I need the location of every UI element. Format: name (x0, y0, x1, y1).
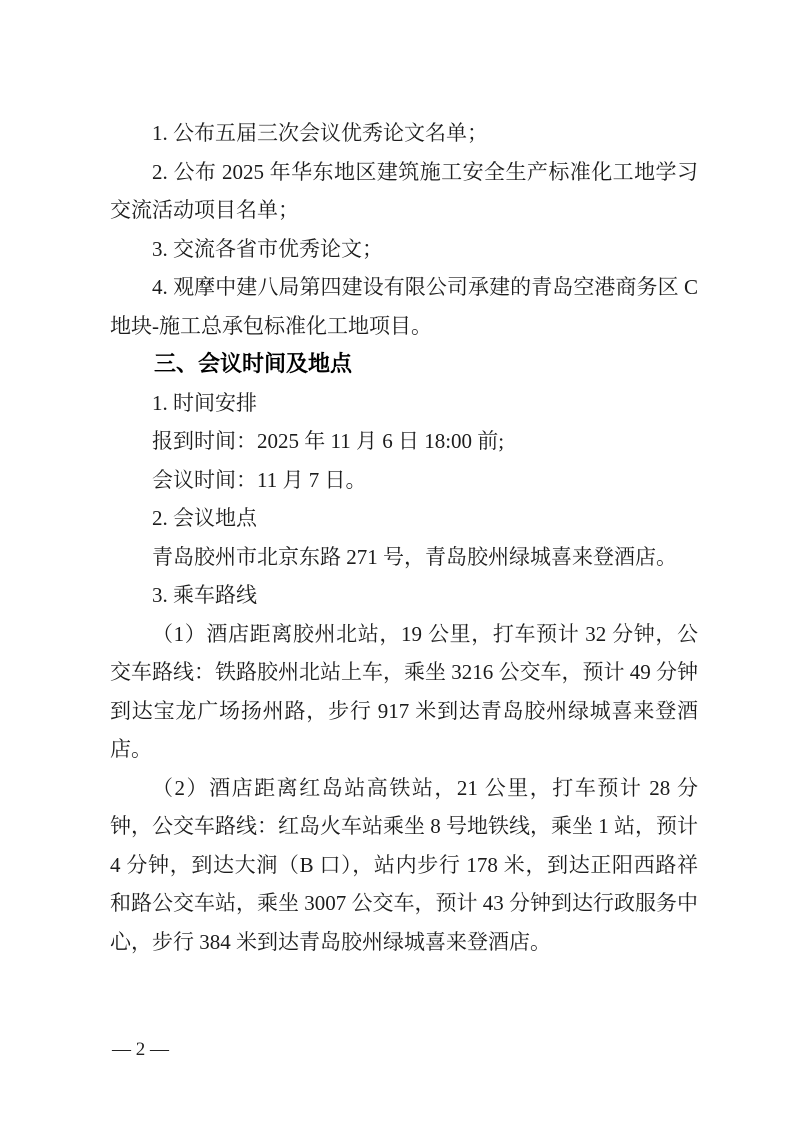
paragraph: 报到时间：2025 年 11 月 6 日 18:00 前; (152, 429, 505, 453)
document-body (110, 114, 698, 961)
paragraph: 青岛胶州市北京东路 271 号，青岛胶州绿城喜来登酒店。 (152, 544, 677, 569)
page-number: — 2 — (112, 1039, 169, 1060)
section-heading: 三、会议时间及地点 (154, 351, 353, 376)
paragraph: 会议时间：11 月 7 日。 (152, 467, 367, 492)
paragraph: 3. 交流各省市优秀论文； (152, 236, 383, 261)
paragraph: 4. 观摩中建八局第四建设有限公司承建的青岛空港商务区 C 地块-施工总承包标准化工地项目。 (110, 275, 698, 338)
paragraph: 2. 会议地点 (152, 506, 257, 530)
paragraph: 3. 乘车路线 (152, 583, 257, 607)
paragraph: 1. 公布五届三次会议优秀论文名单； (152, 121, 488, 145)
paragraph: 2. 公布 2025 年华东地区建筑施工安全生产标准化工地学习交流活动项目名单； (110, 159, 698, 222)
paragraph: （1）酒店距离胶州北站，19 公里，打车预计 32 分钟，公交车路线：铁路胶州北站上车，乘坐 3216 公交车，预计 49 分钟到达宝龙广场扬州路，步行 917 米到达青岛胶州绿城喜来登酒店。 (110, 621, 698, 761)
paragraph: 1. 时间安排 (152, 390, 257, 415)
paragraph: （2）酒店距离红岛站高铁站，21 公里，打车预计 28 分钟，公交车路线：红岛火车站乘坐 8 号地铁线，乘坐 1 站，预计 4 分钟，到达大涧（B 口），站内步行 178 米，到达正阳西路祥和路公交车站，乘坐 3007 公交车，预计 43 分钟到达行政服务中心，步行 384 米到达青岛胶州绿城喜来登酒店。 (110, 775, 698, 954)
